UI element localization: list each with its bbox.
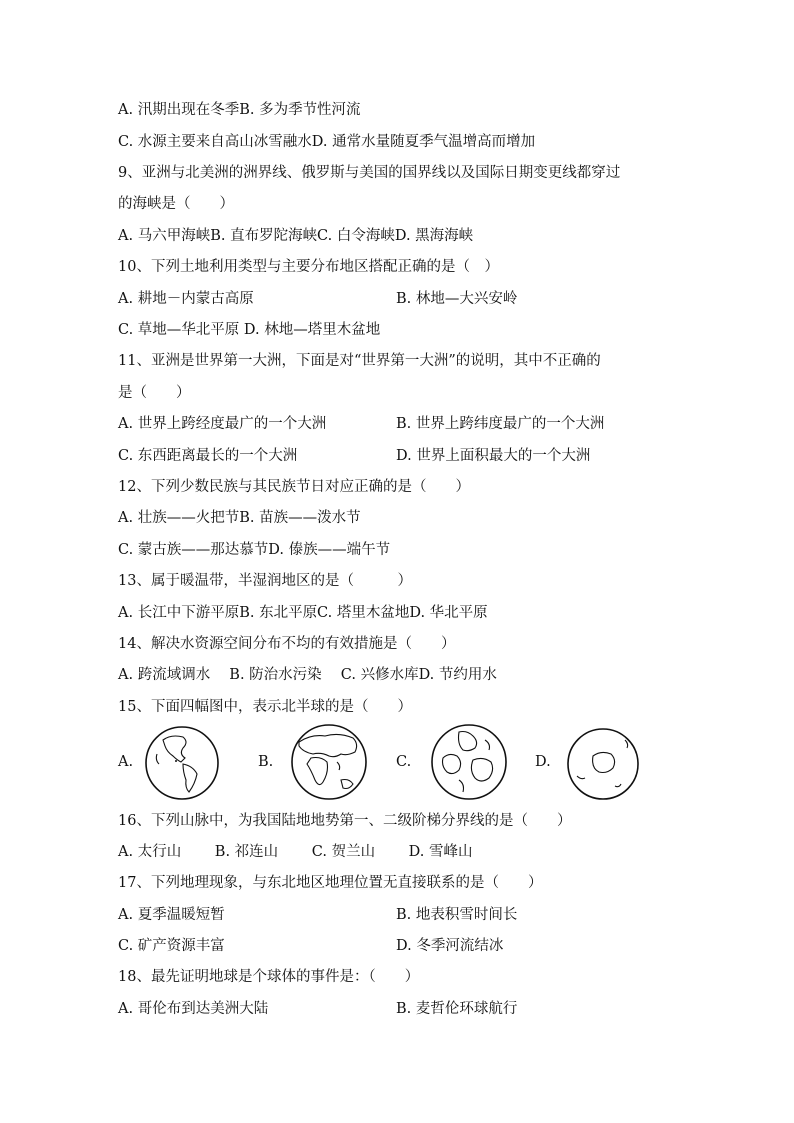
- q9-stem-line1: 9、亚洲与北美洲的洲界线、俄罗斯与美国的国界线以及国际日期变更线都穿过: [118, 165, 621, 181]
- q9-stem-line2: 的海峡是（ ）: [118, 196, 234, 212]
- globe-africa-eurasia-icon: [289, 722, 369, 802]
- q12-options-ab: A. 壮族——火把节B. 苗族——泼水节: [118, 510, 361, 526]
- q15-stem: 15、下面四幅图中，表示北半球的是（ ）: [118, 699, 412, 715]
- q16-options: A. 太行山 B. 祁连山 C. 贺兰山 D. 雪峰山: [118, 844, 473, 860]
- q18-option-a: A. 哥伦布到达美洲大陆: [118, 1001, 269, 1017]
- q8-options-cd: C. 水源主要来自高山冰雪融水D. 通常水量随夏季气温增高而增加: [118, 134, 536, 150]
- q14-options: A. 跨流域调水 B. 防治水污染 C. 兴修水库D. 节约用水: [118, 667, 497, 683]
- q18-option-b: B. 麦哲伦环球航行: [396, 1001, 518, 1017]
- q12-options-cd: C. 蒙古族——那达慕节D. 傣族——端午节: [118, 542, 391, 558]
- q10-stem: 10、下列土地利用类型与主要分布地区搭配正确的是（ ）: [118, 259, 499, 275]
- q11-option-c: C. 东西距离最长的一个大洲: [118, 448, 298, 464]
- q15-option-b-label: B.: [258, 754, 274, 770]
- globe-antarctica-icon: [565, 726, 641, 802]
- q18-stem: 18、最先证明地球是个球体的事件是：（ ）: [118, 969, 420, 985]
- q12-stem: 12、下列少数民族与其民族节日对应正确的是（ ）: [118, 479, 470, 495]
- q10-options-cd: C. 草地—华北平原 D. 林地—塔里木盆地: [118, 322, 381, 338]
- q11-stem-line1: 11、亚洲是世界第一大洲，下面是对“世界第一大洲”的说明，其中不正确的: [118, 353, 601, 369]
- q17-option-b: B. 地表积雪时间长: [396, 907, 518, 923]
- q10-option-a: A. 耕地－内蒙古高原: [118, 291, 254, 307]
- q13-stem: 13、属于暖温带，半湿润地区的是（ ）: [118, 573, 412, 589]
- q15-option-c-label: C.: [396, 754, 412, 770]
- q9-options: A. 马六甲海峡B. 直布罗陀海峡C. 白令海峡D. 黑海海峡: [118, 228, 474, 244]
- q15-option-d-label: D.: [535, 754, 551, 770]
- q17-stem: 17、下列地理现象，与东北地区地理位置无直接联系的是（ ）: [118, 875, 543, 891]
- q11-option-a: A. 世界上跨经度最广的一个大洲: [118, 416, 327, 432]
- globe-americas-icon: [143, 724, 221, 802]
- q16-stem: 16、下列山脉中，为我国陆地地势第一、二级阶梯分界线的是（ ）: [118, 813, 572, 829]
- q17-option-d: D. 冬季河流结冰: [396, 938, 504, 954]
- q10-option-b: B. 林地—大兴安岭: [396, 291, 518, 307]
- q14-stem: 14、解决水资源空间分布不均的有效措施是（ ）: [118, 636, 456, 652]
- q8-options-ab: A. 汛期出现在冬季B. 多为季节性河流: [118, 102, 361, 118]
- q17-option-a: A. 夏季温暖短暂: [118, 907, 225, 923]
- q13-options: A. 长江中下游平原B. 东北平原C. 塔里木盆地D. 华北平原: [118, 605, 488, 621]
- q17-option-c: C. 矿产资源丰富: [118, 938, 225, 954]
- q15-option-a-label: A.: [118, 754, 134, 770]
- q11-option-b: B. 世界上跨纬度最广的一个大洲: [396, 416, 605, 432]
- q11-stem-line2: 是（ ）: [118, 385, 191, 401]
- globe-polar-view-c-icon: [429, 722, 509, 802]
- q11-option-d: D. 世界上面积最大的一个大洲: [396, 448, 591, 464]
